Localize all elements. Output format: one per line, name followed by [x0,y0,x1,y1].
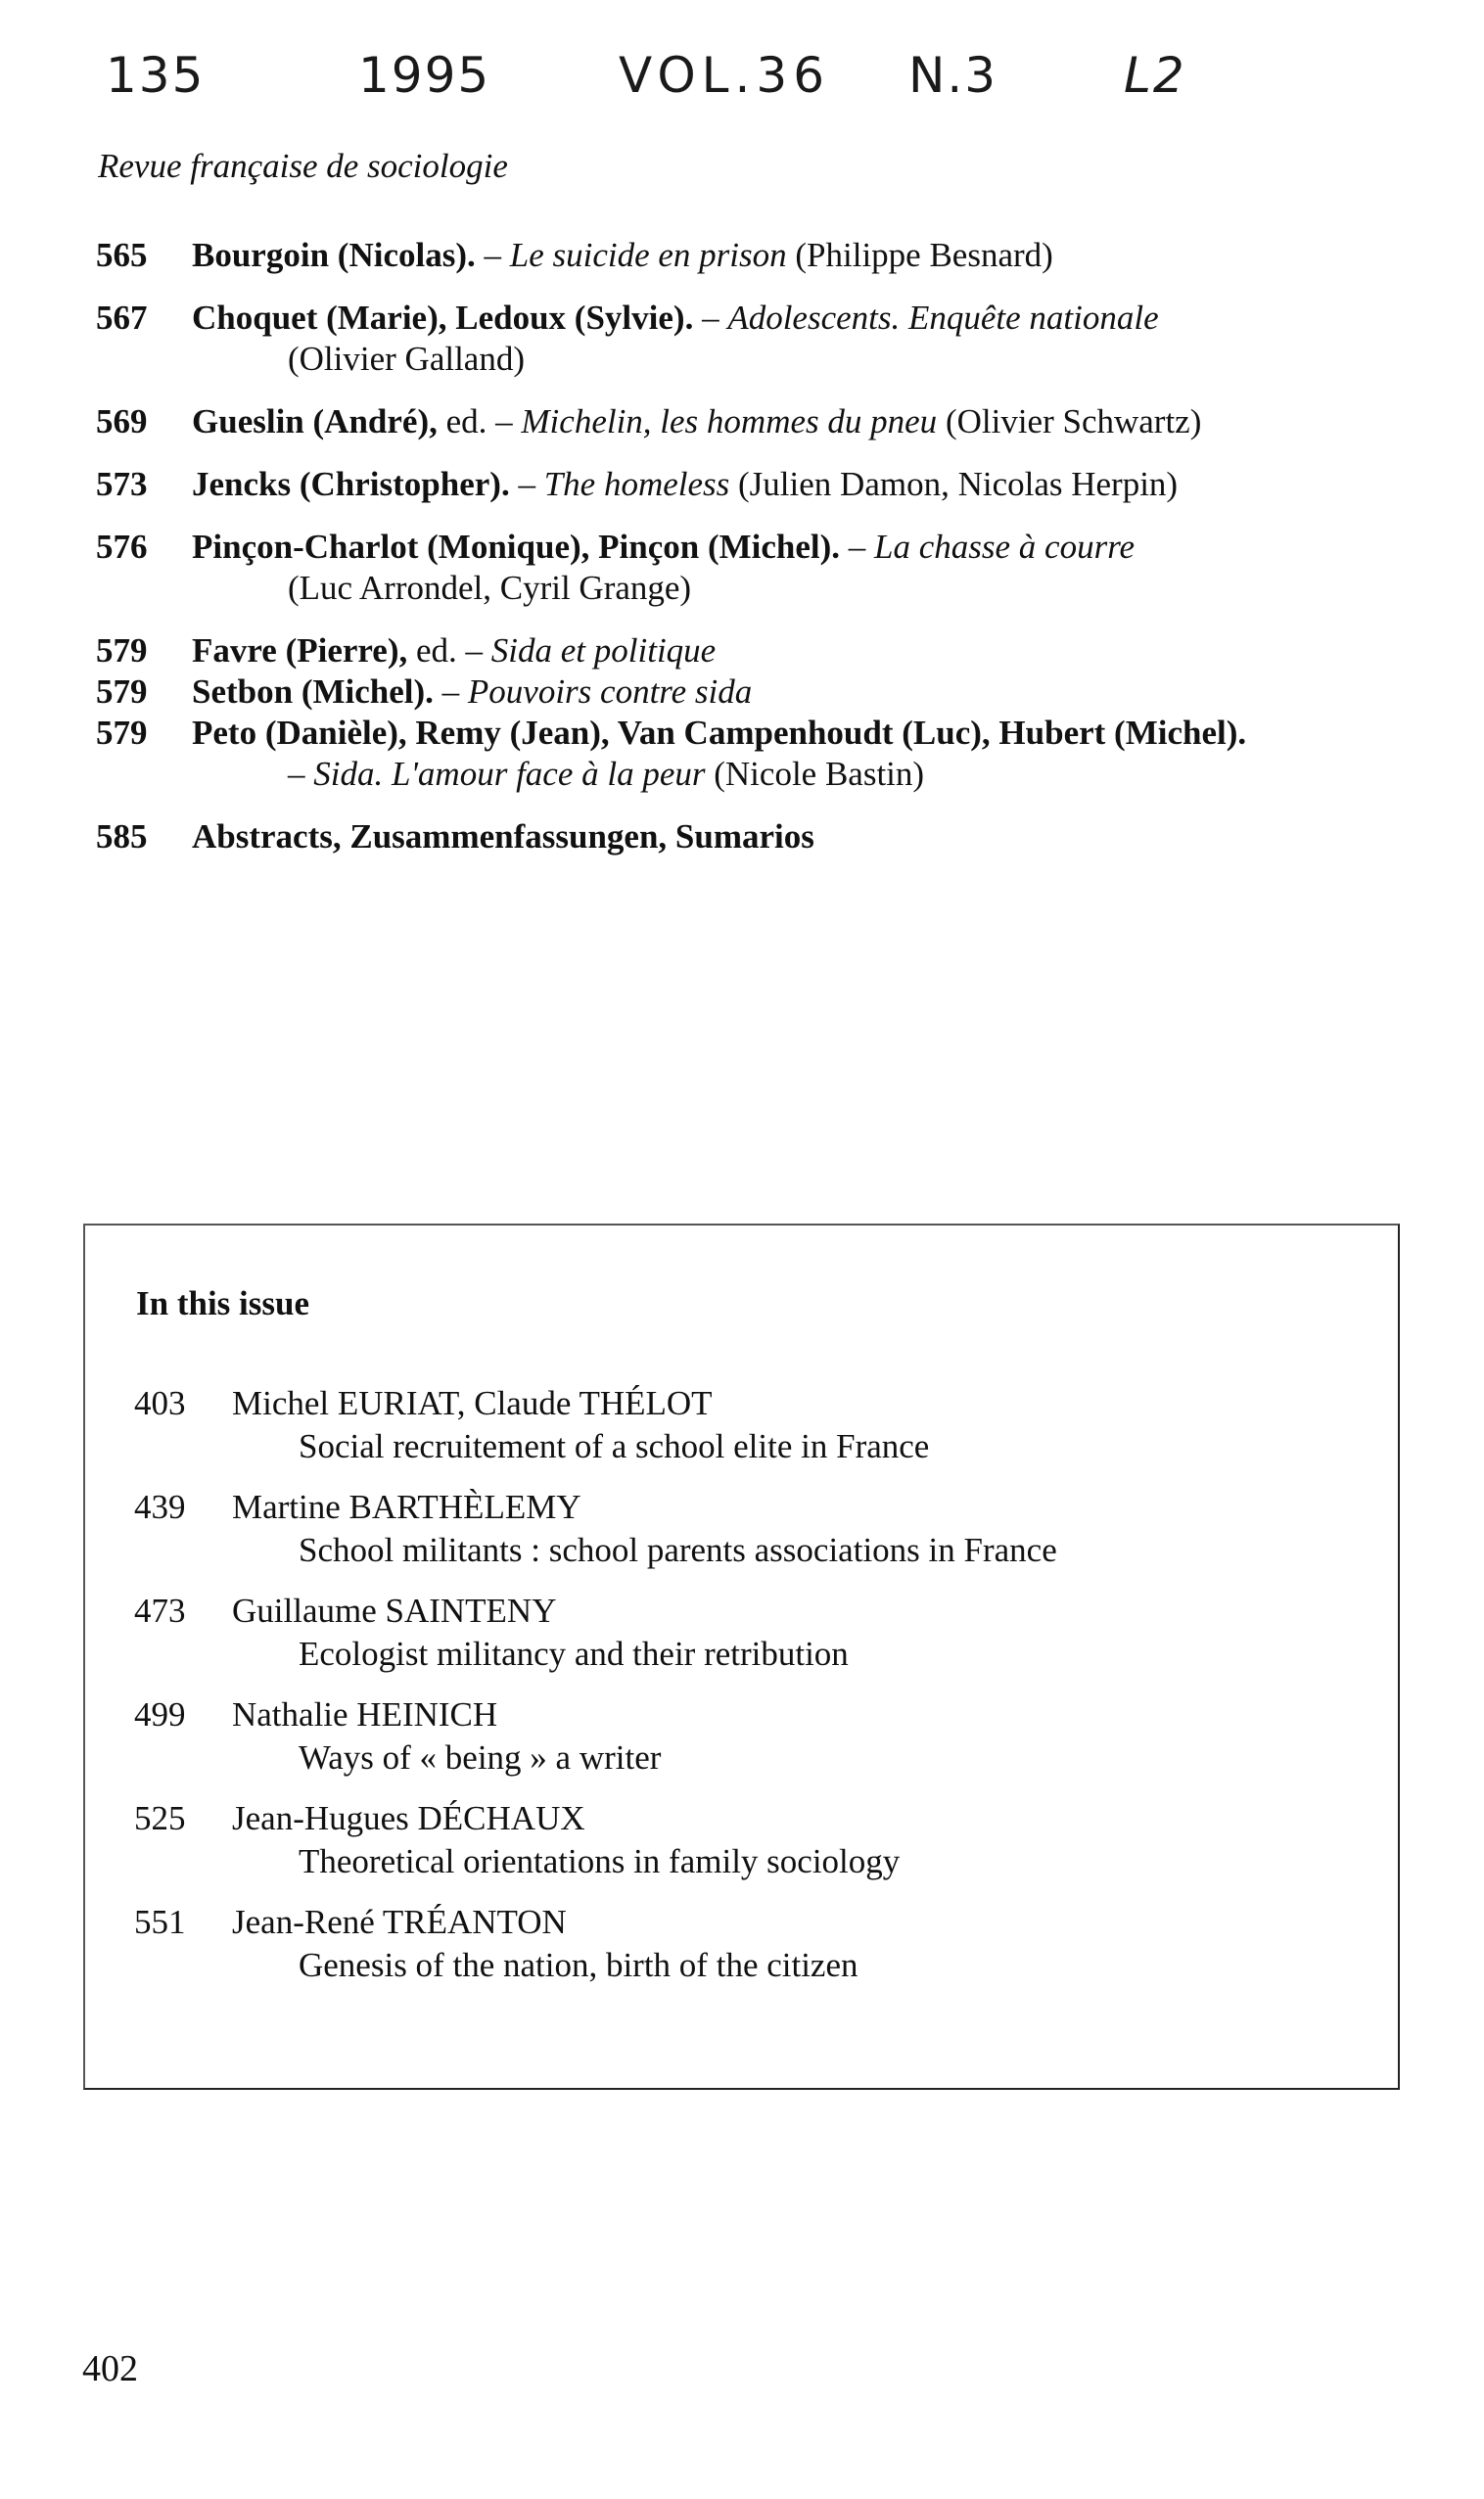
journal-title: Revue française de sociologie [98,147,508,185]
entry-dash: – [288,755,314,793]
page-number: 402 [82,2348,138,2389]
entry-author: Abstracts, Zusammenfassungen, Sumarios [192,817,814,856]
review-entry [96,713,1408,795]
review-entry [96,401,1408,442]
article-list [134,1382,1348,2005]
handwritten-mark: L2 [1124,47,1186,104]
article-title: Theoretical orientations in family sociology [299,1842,901,1880]
entry-author: Favre (Pierre), [192,631,408,670]
entry-page: 579 [96,631,148,670]
entry-page: 576 [96,528,148,566]
review-list [96,235,1408,879]
article-title: Genesis of the nation, birth of the citizen [299,1946,858,1984]
entry-reviewer: (Olivier Galland) [288,340,525,378]
entry-reviewer: (Philippe Besnard) [786,236,1053,274]
article-page: 439 [134,1488,186,1526]
article-entry [134,1901,1348,1987]
article-entry [134,1382,1348,1468]
review-entry [96,527,1408,609]
article-entry [134,1486,1348,1572]
entry-author: Pinçon-Charlot (Monique), Pinçon (Michel). [192,528,841,566]
article-page: 499 [134,1695,186,1734]
entry-dash: – [487,402,522,440]
entry-page: 585 [96,817,148,856]
entry-author: Choquet (Marie), Ledoux (Sylvie). [192,299,694,337]
entry-title: The homeless [543,465,730,503]
review-entry [96,671,1408,713]
entry-author: Peto (Danièle), Remy (Jean), Van Campenhoudt (Luc), Hubert (Michel). [192,714,1247,752]
handwritten-year: 1995 [358,47,491,104]
handwritten-issue: N.3 [908,47,998,104]
article-authors: Michel EURIAT, Claude THÉLOT [232,1384,713,1422]
entry-title: Le suicide en prison [509,236,787,274]
review-entry [96,298,1408,380]
entry-dash: – [509,465,544,503]
entry-dash: – [840,528,875,566]
article-authors: Nathalie HEINICH [232,1695,498,1734]
entry-dash: – [433,672,468,711]
in-this-issue-heading: In this issue [136,1284,310,1322]
article-title: Ways of « being » a writer [299,1738,662,1777]
article-page: 473 [134,1592,186,1630]
entry-reviewer: (Luc Arrondel, Cyril Grange) [288,569,692,607]
entry-dash: – [456,631,491,670]
entry-page: 567 [96,299,148,337]
article-page: 403 [134,1384,186,1422]
article-entry [134,1590,1348,1676]
entry-author: Gueslin (André), [192,402,438,440]
entry-author: Setbon (Michel). [192,672,434,711]
article-page: 525 [134,1799,186,1837]
entry-title: Pouvoirs contre sida [467,672,753,711]
handwritten-number: 135 [106,47,206,104]
review-entry [96,630,1408,671]
in-this-issue-box [83,1224,1400,2090]
entry-page: 565 [96,236,148,274]
entry-dash: – [475,236,510,274]
entry-ed: ed. [407,631,457,670]
article-entry [134,1797,1348,1883]
article-entry [134,1693,1348,1780]
article-title: School militants : school parents associations in France [299,1531,1057,1569]
entry-reviewer: (Olivier Schwartz) [937,402,1202,440]
entry-page: 573 [96,465,148,503]
article-authors: Guillaume SAINTENY [232,1592,557,1630]
handwritten-volume: VOL.36 [619,47,831,104]
article-title: Social recruitement of a school elite in France [299,1427,930,1465]
entry-reviewer: (Nicole Bastin) [705,755,925,793]
entry-page: 569 [96,402,148,440]
review-entry [96,816,1408,857]
article-authors: Jean-René TRÉANTON [232,1903,567,1941]
entry-title: Michelin, les hommes du pneu [521,402,938,440]
review-entry [96,464,1408,505]
review-entry [96,235,1408,276]
entry-author: Bourgoin (Nicolas). [192,236,476,274]
article-authors: Jean-Hugues DÉCHAUX [232,1799,585,1837]
entry-reviewer: (Julien Damon, Nicolas Herpin) [729,465,1179,503]
entry-title: Sida. L'amour face à la peur [313,755,706,793]
entry-author: Jencks (Christopher). [192,465,510,503]
entry-dash: – [693,299,728,337]
entry-title: Sida et politique [490,631,717,670]
entry-ed: ed. [437,402,487,440]
entry-title: La chasse à courre [874,528,1136,566]
article-page: 551 [134,1903,186,1941]
entry-page: 579 [96,672,148,711]
article-title: Ecologist militancy and their retribution [299,1635,849,1673]
article-authors: Martine BARTHÈLEMY [232,1488,581,1526]
entry-title: Adolescents. Enquête nationale [727,299,1159,337]
entry-page: 579 [96,714,148,752]
